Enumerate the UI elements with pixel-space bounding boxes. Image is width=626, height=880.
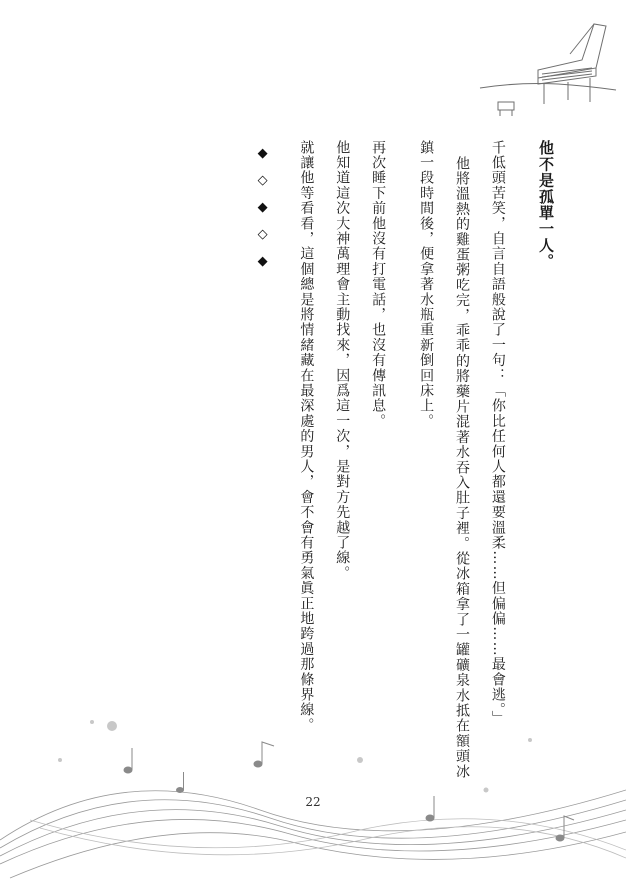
paragraph-continued: 鎮一段時間後，便拿著水瓶重新倒回床上。 <box>418 140 435 429</box>
paragraph: 千低頭苦笑，自言自語般說了一句：「你比任何人都還要溫柔……但偏偏……最會逃。」 <box>489 140 506 726</box>
filled-diamond-icon: ◆ <box>257 146 268 161</box>
paragraph: 再次睡下前他沒有打電話，也沒有傳訊息。 <box>370 140 387 429</box>
filled-diamond-icon: ◆ <box>257 200 268 215</box>
chapter-closing-line: 他不是孤單一人。 <box>537 140 555 270</box>
piano-illustration <box>478 18 618 118</box>
section-separator <box>255 140 270 269</box>
hollow-diamond-icon: ◇ <box>257 227 268 242</box>
hollow-diamond-icon: ◇ <box>257 173 268 188</box>
paragraph: 他將溫熱的雞蛋粥吃完，乖乖的將藥片混著水吞入肚子裡。從冰箱拿了一罐礦泉水抵在額頭冰 <box>454 156 471 780</box>
main-text <box>255 140 555 780</box>
paragraph: 就讓他等看看，這個總是將情緒藏在最深處的男人，會不會有勇氣眞正地跨過那條界線。 <box>298 140 315 733</box>
paragraph: 他知道這次大神萬理會主動找來，因爲這一次，是對方先越了線。 <box>334 140 351 581</box>
filled-diamond-icon: ◆ <box>257 254 268 269</box>
page-number: 22 <box>305 795 321 809</box>
